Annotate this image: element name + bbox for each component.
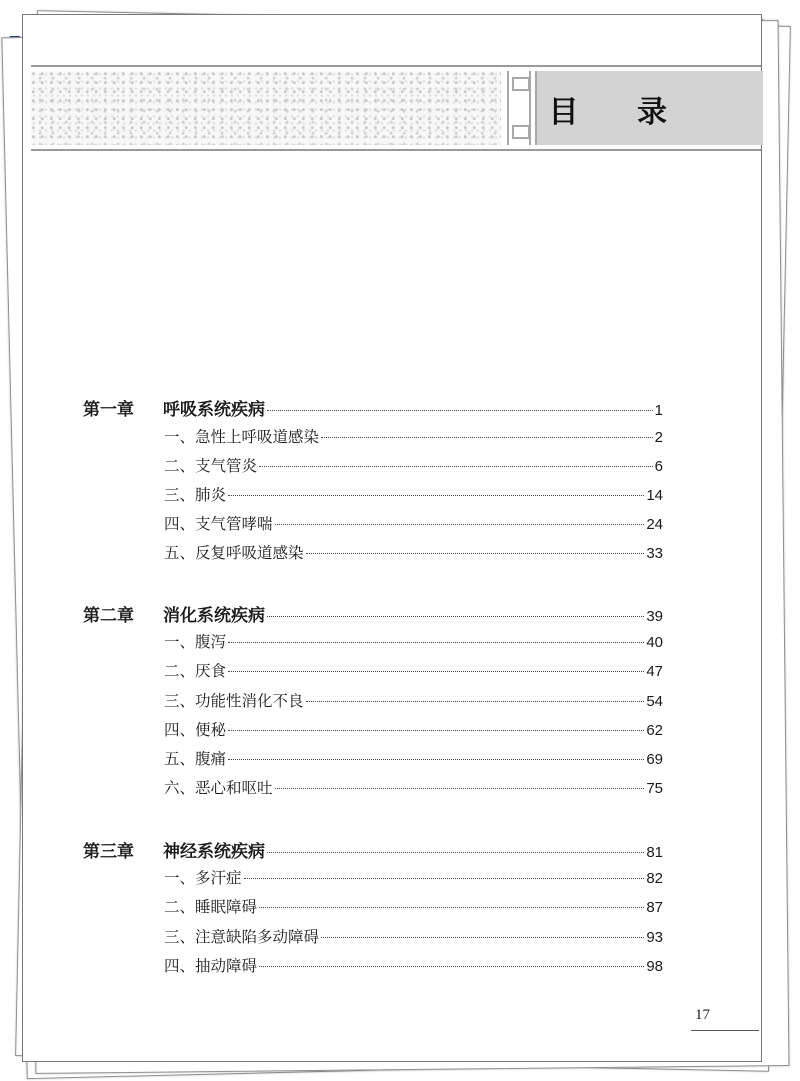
chapter-title: 呼吸系统疾病 bbox=[163, 400, 265, 420]
section-label: 三、注意缺陷多动障碍 bbox=[164, 928, 320, 946]
dot-leader bbox=[306, 700, 645, 702]
section-page: 6 bbox=[654, 458, 663, 475]
section-page: 82 bbox=[646, 870, 663, 887]
header-rule-top bbox=[31, 65, 761, 67]
section-page: 33 bbox=[646, 545, 663, 562]
toc-section-2-6[interactable] bbox=[164, 776, 663, 798]
page-header-banner bbox=[31, 65, 761, 151]
toc-section-3-4[interactable] bbox=[164, 954, 663, 976]
dot-leader bbox=[275, 523, 645, 525]
toc-section-1-4[interactable] bbox=[164, 512, 663, 534]
section-label: 三、功能性消化不良 bbox=[164, 692, 304, 710]
section-page: 62 bbox=[646, 722, 663, 739]
dot-leader bbox=[244, 877, 645, 879]
section-label: 五、反复呼吸道感染 bbox=[164, 544, 304, 562]
dot-leader bbox=[306, 552, 645, 554]
toc-section-2-4[interactable] bbox=[164, 718, 663, 740]
section-label: 一、腹泻 bbox=[164, 633, 227, 651]
dot-leader bbox=[228, 494, 644, 496]
toc-section-1-2[interactable] bbox=[164, 454, 663, 476]
dot-leader bbox=[267, 851, 644, 853]
dot-leader bbox=[228, 758, 644, 760]
section-page: 54 bbox=[646, 693, 663, 710]
dot-leader bbox=[267, 615, 644, 617]
section-label: 二、睡眠障碍 bbox=[164, 898, 258, 916]
dot-leader bbox=[275, 787, 645, 789]
section-label: 六、恶心和呕吐 bbox=[164, 779, 273, 797]
section-page: 93 bbox=[646, 929, 663, 946]
footer-rule bbox=[691, 1030, 759, 1031]
section-page: 75 bbox=[646, 780, 663, 797]
page-title: 目 录 bbox=[548, 95, 691, 130]
toc-section-1-3[interactable] bbox=[164, 483, 663, 505]
toc-section-3-3[interactable] bbox=[164, 925, 663, 947]
header-frame-ornament bbox=[507, 71, 531, 145]
dot-leader bbox=[228, 729, 644, 731]
section-page: 2 bbox=[654, 429, 663, 446]
section-page: 87 bbox=[646, 899, 663, 916]
section-label: 二、支气管炎 bbox=[164, 457, 258, 475]
section-page: 69 bbox=[646, 751, 663, 768]
section-label: 四、便秘 bbox=[164, 721, 227, 739]
toc-section-2-5[interactable] bbox=[164, 747, 663, 769]
dot-leader bbox=[321, 436, 653, 438]
dot-leader bbox=[228, 670, 644, 672]
dot-leader bbox=[267, 409, 653, 411]
toc-chapter-2[interactable] bbox=[83, 601, 663, 626]
page-number: 17 bbox=[695, 1007, 710, 1023]
section-label: 一、多汗症 bbox=[164, 869, 242, 887]
section-label: 四、抽动障碍 bbox=[164, 957, 258, 975]
dot-leader bbox=[228, 641, 644, 643]
section-label: 二、厌食 bbox=[164, 662, 227, 680]
section-label: 一、急性上呼吸道感染 bbox=[164, 428, 320, 446]
toc-section-2-2[interactable] bbox=[164, 659, 663, 681]
toc-chapter-3[interactable] bbox=[83, 837, 663, 862]
section-label: 五、腹痛 bbox=[164, 750, 227, 768]
toc-page bbox=[22, 14, 762, 1062]
toc-section-2-1[interactable] bbox=[164, 630, 663, 652]
chapter-number: 第二章 bbox=[83, 606, 134, 626]
dot-leader bbox=[321, 936, 644, 938]
toc-chapter-1[interactable] bbox=[83, 395, 663, 420]
section-page: 47 bbox=[646, 663, 663, 680]
header-title-box bbox=[535, 71, 763, 145]
section-label: 四、支气管哮喘 bbox=[164, 515, 273, 533]
section-page: 40 bbox=[646, 634, 663, 651]
section-label: 三、肺炎 bbox=[164, 486, 227, 504]
toc-section-3-2[interactable] bbox=[164, 895, 663, 917]
toc-section-1-5[interactable] bbox=[164, 541, 663, 563]
header-rule-bottom bbox=[31, 149, 761, 151]
toc-section-2-3[interactable] bbox=[164, 689, 663, 711]
chapter-page: 81 bbox=[646, 844, 663, 861]
dot-leader bbox=[259, 965, 644, 967]
section-page: 14 bbox=[646, 487, 663, 504]
dot-leader bbox=[259, 906, 644, 908]
chapter-page: 39 bbox=[646, 608, 663, 625]
chapter-page: 1 bbox=[654, 402, 663, 419]
header-ornament-pattern bbox=[31, 71, 501, 145]
chapter-title: 消化系统疾病 bbox=[163, 606, 265, 626]
dot-leader bbox=[259, 465, 653, 467]
chapter-number: 第一章 bbox=[83, 400, 134, 420]
section-page: 98 bbox=[646, 958, 663, 975]
chapter-number: 第三章 bbox=[83, 842, 134, 862]
chapter-title: 神经系统疾病 bbox=[163, 842, 265, 862]
section-page: 24 bbox=[646, 516, 663, 533]
toc-section-3-1[interactable] bbox=[164, 866, 663, 888]
toc-section-1-1[interactable] bbox=[164, 425, 663, 447]
